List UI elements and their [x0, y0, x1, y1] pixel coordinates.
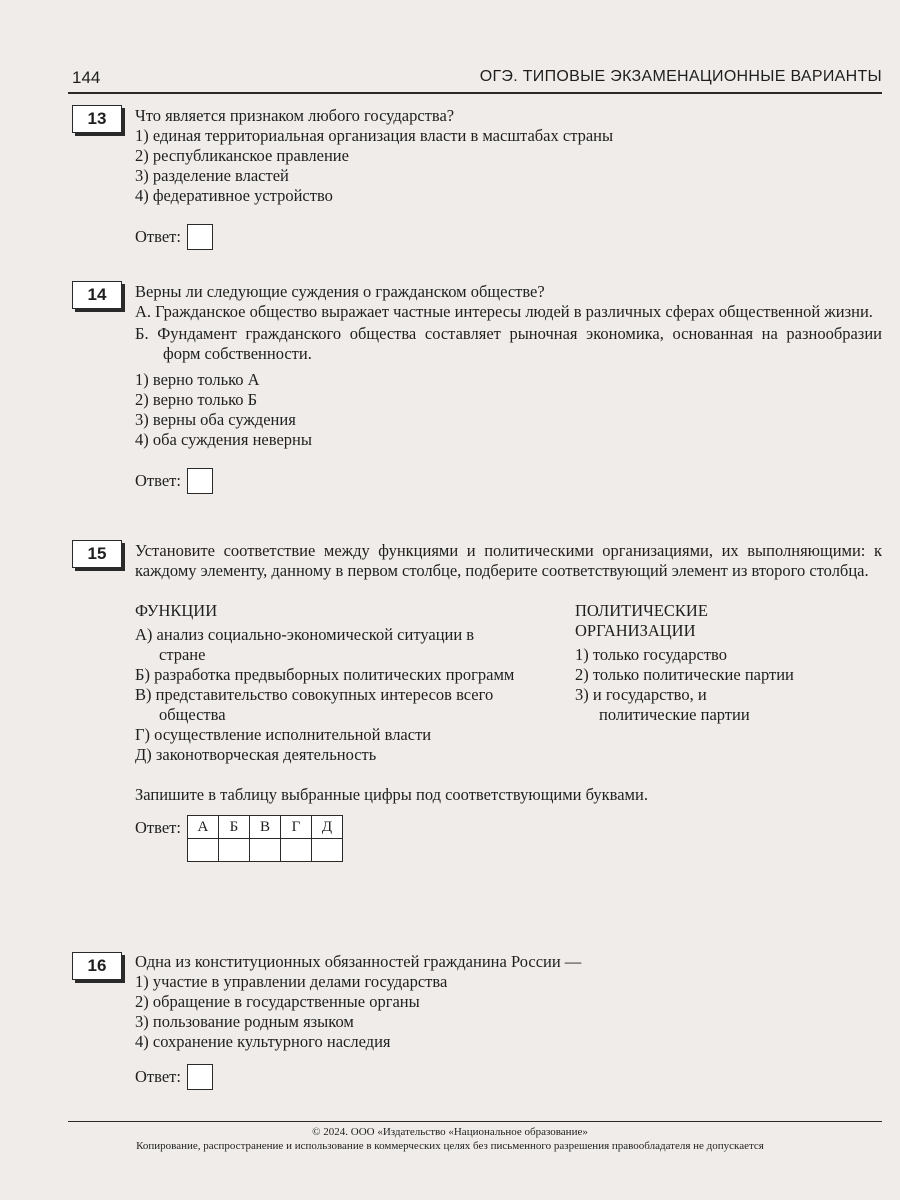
question-14-statement-b: Б. Фундамент гражданского общества составляет рыночная экономика, основанная на разнообразии форм собственности. — [135, 324, 882, 363]
organization-item-3: 3) и государство, и политические партии — [575, 685, 750, 724]
answer-cell-g[interactable] — [280, 839, 311, 862]
answer-box-13[interactable] — [187, 224, 213, 250]
question-15-text: Установите соответствие между функциями и политическими организациями, их выполняющими: к каждому элементу, данному в первом столбце, подберите соответствующий элемент из второго столбца. — [135, 541, 882, 580]
functions-column-title: ФУНКЦИИ — [135, 601, 218, 620]
question-16-option-3: 3) пользование родным языком — [135, 1012, 354, 1031]
question-13-answer — [135, 224, 882, 250]
answer-table-letter: Г — [280, 816, 311, 839]
function-item-d: Д) законотворческая деятельность — [135, 745, 377, 764]
question-14-option-2: 2) верно только Б — [135, 390, 258, 409]
question-13-option-4: 4) федеративное устройство — [135, 186, 333, 205]
question-14 — [135, 282, 882, 494]
question-13-text: Что является признаком любого государства? — [135, 106, 455, 125]
answer-cell-d[interactable] — [311, 839, 342, 862]
copyright-notice: Копирование, распространение и использование в коммерческих целях без письменного разрешения правообладателя не допускается — [136, 1140, 764, 1152]
question-15-number: 15 — [72, 540, 122, 568]
question-16-answer — [135, 1064, 882, 1090]
question-14-statement-a: А. Гражданское общество выражает частные интересы людей в различных сферах общественной жизни. — [135, 302, 873, 321]
answer-table-input-row — [187, 839, 342, 862]
answer-cell-a[interactable] — [187, 839, 218, 862]
question-15-instruction: Запишите в таблицу выбранные цифры под соответствующими буквами. — [135, 785, 648, 804]
question-13 — [135, 106, 882, 250]
answer-table-letter: В — [249, 816, 280, 839]
answer-label: Ответ: — [135, 818, 181, 837]
organization-item-2: 2) только политические партии — [575, 665, 794, 684]
function-item-v: В) представительство совокупных интересов всего общества — [135, 685, 494, 724]
organization-item-1: 1) только государство — [575, 645, 727, 664]
answer-box-14[interactable] — [187, 468, 213, 494]
question-13-option-2: 2) республиканское правление — [135, 146, 349, 165]
answer-table-letter: Б — [218, 816, 249, 839]
question-14-number: 14 — [72, 281, 122, 309]
organizations-column-title: ПОЛИТИЧЕСКИЕ ОРГАНИЗАЦИИ — [575, 601, 708, 640]
question-16-option-1: 1) участие в управлении делами государства — [135, 972, 448, 991]
functions-column — [135, 601, 575, 765]
question-14-answer — [135, 468, 882, 494]
question-16-number: 16 — [72, 952, 122, 980]
question-13-number: 13 — [72, 105, 122, 133]
header-divider — [68, 92, 882, 94]
function-item-g: Г) осуществление исполнительной власти — [135, 725, 432, 744]
question-16-option-2: 2) обращение в государственные органы — [135, 992, 420, 1011]
answer-box-16[interactable] — [187, 1064, 213, 1090]
question-16-text: Одна из конституционных обязанностей гражданина России — — [135, 952, 582, 971]
question-13-option-1: 1) единая территориальная организация власти в масштабах страны — [135, 126, 614, 145]
footer-divider — [68, 1121, 882, 1122]
answer-table-letter: А — [187, 816, 218, 839]
answer-cell-b[interactable] — [218, 839, 249, 862]
answer-label: Ответ: — [135, 227, 181, 246]
copyright-line: © 2024. ООО «Издательство «Национальное образование» — [312, 1126, 588, 1138]
matching-columns — [135, 601, 882, 765]
answer-label: Ответ: — [135, 471, 181, 490]
answer-table-letters-row — [187, 816, 342, 839]
function-item-b: Б) разработка предвыборных политических программ — [135, 665, 515, 684]
answer-label: Ответ: — [135, 1067, 181, 1086]
question-14-option-4: 4) оба суждения неверны — [135, 430, 312, 449]
question-15-answer — [135, 815, 882, 862]
question-16 — [135, 952, 882, 1090]
question-15 — [135, 541, 882, 862]
page-number: 144 — [72, 68, 101, 87]
question-16-option-4: 4) сохранение культурного наследия — [135, 1032, 391, 1051]
function-item-a: А) анализ социально-экономической ситуации в стране — [135, 625, 475, 664]
question-14-text: Верны ли следующие суждения о гражданском обществе? — [135, 282, 545, 301]
answer-cell-v[interactable] — [249, 839, 280, 862]
answer-table-letter: Д — [311, 816, 342, 839]
page-header-title: ОГЭ. ТИПОВЫЕ ЭКЗАМЕНАЦИОННЫЕ ВАРИАНТЫ — [479, 68, 882, 85]
organizations-column — [575, 601, 882, 765]
question-14-option-1: 1) верно только А — [135, 370, 260, 389]
answer-table — [187, 815, 343, 862]
question-14-option-3: 3) верны оба суждения — [135, 410, 296, 429]
question-13-option-3: 3) разделение властей — [135, 166, 289, 185]
